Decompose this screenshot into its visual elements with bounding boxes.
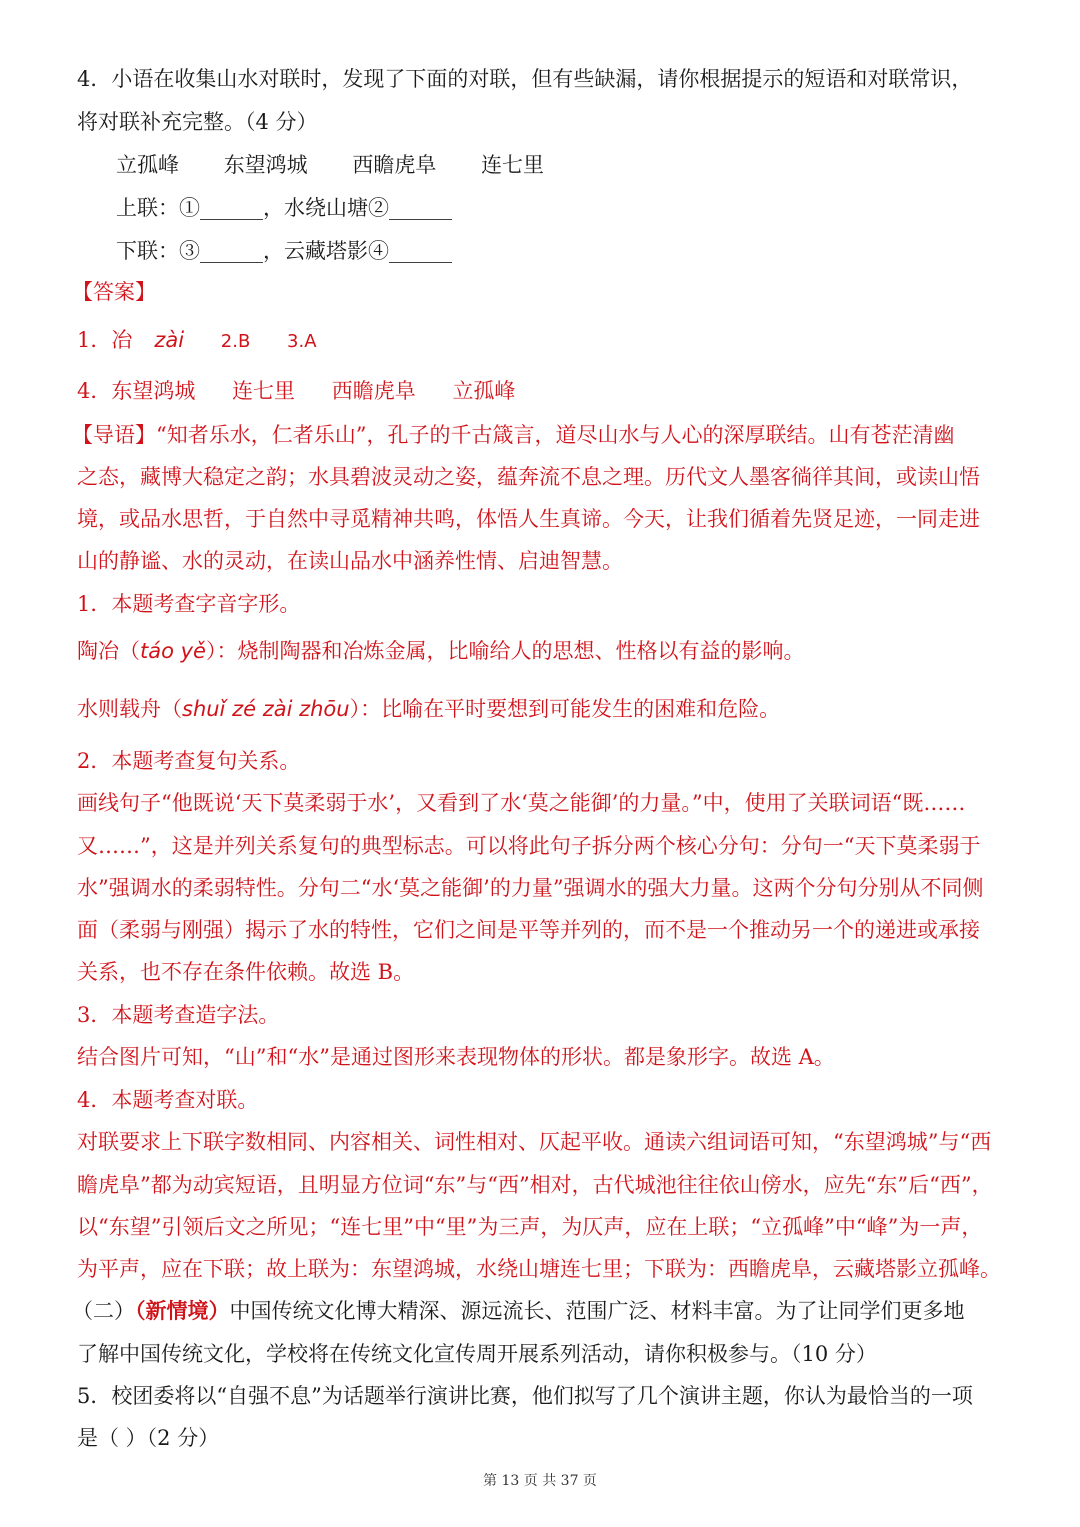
expl2-title: 2．本题考查复句关系。: [77, 749, 301, 773]
expl1-word-2: [77, 694, 1010, 724]
q4-word-4: 连七里: [481, 153, 545, 177]
q5-line-1: 5．校团委将以“自强不息”为话题举行演讲比赛，他们拟写了几个演讲主题，你认为最恰当的一项: [77, 1384, 973, 1408]
answer-4-fourth: 立孤峰: [452, 379, 516, 403]
section2-head: （二）: [72, 1299, 135, 1323]
section2-text-1: 中国传统文化博大精深、源远流长、范围广泛、材料丰富。为了让同学们更多地: [229, 1299, 965, 1323]
answer-4-third: 西瞻虎阜: [331, 379, 416, 403]
section2-tag: （新情境）: [135, 1298, 230, 1323]
expl1-word-1: [77, 636, 1010, 666]
expl1-word-2-pinyin: shuǐ zé zài zhōu: [182, 697, 350, 721]
expl2-line-4: 面（柔弱与刚强）揭示了水的特性，它们之间是平等并列的，而不是一个推动另一个的递进或承接: [77, 918, 980, 942]
q4-line-2: 将对联补充完整。（4 分）: [77, 110, 318, 134]
q5-line-2: 是（ ）（2 分）: [77, 1426, 220, 1450]
expl1-word-1-head: 陶冶（: [77, 639, 140, 663]
q4-lower-couplet: 下联：③______，云藏塔影④______: [116, 239, 452, 263]
expl2-line-5: 关系，也不存在条件依赖。故选 B。: [77, 960, 415, 984]
expl1-word-1-tail: ）：烧制陶器和冶炼金属，比喻给人的思想、性格以有益的影响。: [205, 639, 805, 663]
expl1-word-2-head: 水则载舟（: [77, 697, 182, 721]
guide-line-4: 山的静谧、水的灵动，在读山品水中涵养性情、启迪智慧。: [77, 549, 623, 573]
page-footer: 第 13 页 共 37 页: [483, 1473, 597, 1489]
expl4-line-4: 为平声，应在下联；故上联为：东望鸿城，水绕山塘连七里；下联为：西瞻虎阜，云藏塔影立孤峰。: [77, 1257, 1001, 1281]
answer-4-first: 4．东望鸿城: [77, 379, 196, 403]
expl1-word-2-tail: ）：比喻在平时要想到可能发生的困难和危险。: [349, 697, 781, 721]
expl2-line-3: 水”强调水的柔弱特性。分句二“水‘莫之能御’的力量”强调水的强大力量。这两个分句分别从不同侧: [77, 876, 984, 900]
guide-line-2: 之态，藏博大稳定之韵；水具碧波灵动之姿，蕴奔流不息之理。历代文人墨客徜徉其间，或读山悟: [77, 465, 980, 489]
section2-line-1: [72, 1296, 1010, 1326]
q4-word-1: 立孤峰: [116, 153, 179, 177]
expl2-line-1: 画线句子“他既说‘天下莫柔弱于水’，又看到了水‘莫之能御’的力量。”中，使用了关联词语“既……: [77, 791, 966, 815]
answer-row-4: [77, 376, 1010, 406]
q4-word-list: [116, 150, 1010, 180]
guide-text-1: “知者乐水，仁者乐山”，孔子的千古箴言，道尽山水与人心的深厚联结。山有苍茫清幽: [156, 423, 955, 447]
expl4-line-2: 瞻虎阜”都为动宾短语，且明显方位词“东”与“西”相对，古代城池往往依山傍水，应先“东”后“西”，: [77, 1173, 993, 1197]
section2-line-2: 了解中国传统文化，学校将在传统文化宣传周开展系列活动，请你积极参与。（10 分）: [77, 1342, 877, 1366]
answer-1-text: 1．冶: [77, 328, 133, 352]
expl1-word-1-pinyin: táo yě: [140, 639, 206, 663]
answer-4-second: 连七里: [232, 379, 296, 403]
q4-upper-couplet: 上联：①______，水绕山塘②______: [116, 196, 452, 220]
q4-word-2: 东望鸿城: [223, 153, 308, 177]
answer-row-1: [77, 325, 1010, 357]
expl4-title: 4．本题考查对联。: [77, 1088, 259, 1112]
answer-2: 2.B: [220, 331, 251, 352]
expl4-line-3: 以“东望”引领后文之所见；“连七里”中“里”为三声，为仄声，应在上联；“立孤峰”中“峰”为一声，: [77, 1215, 983, 1239]
answer-3: 3.A: [287, 331, 317, 352]
guide-line-3: 境，或品水思哲，于自然中寻觅精神共鸣，体悟人生真谛。今天，让我们循着先贤足迹，一同走进: [77, 507, 980, 531]
expl3-line-1: 结合图片可知，“山”和“水”是通过图形来表现物体的形状。都是象形字。故选 A。: [77, 1045, 835, 1069]
expl1-title: 1．本题考查字音字形。: [77, 592, 301, 616]
answer-1-pinyin: zài: [154, 328, 185, 352]
guide-label: 【导语】: [72, 423, 156, 447]
q4-line-1: 4．小语在收集山水对联时，发现了下面的对联，但有些缺漏，请你根据提示的短语和对联常识，: [77, 67, 973, 91]
answer-label: 【答案】: [72, 280, 156, 304]
answer-1: [77, 325, 184, 355]
expl3-title: 3．本题考查造字法。: [77, 1003, 280, 1027]
guide-line-1: [72, 420, 1010, 450]
expl4-line-1: 对联要求上下联字数相同、内容相关、词性相对、仄起平收。通读六组词语可知，“东望鸿城”与“西: [77, 1130, 992, 1154]
q4-word-3: 西瞻虎阜: [352, 153, 437, 177]
expl2-line-2: 又……”，这是并列关系复句的典型标志。可以将此句子拆分两个核心分句：分句一“天下莫柔弱于: [77, 834, 981, 858]
